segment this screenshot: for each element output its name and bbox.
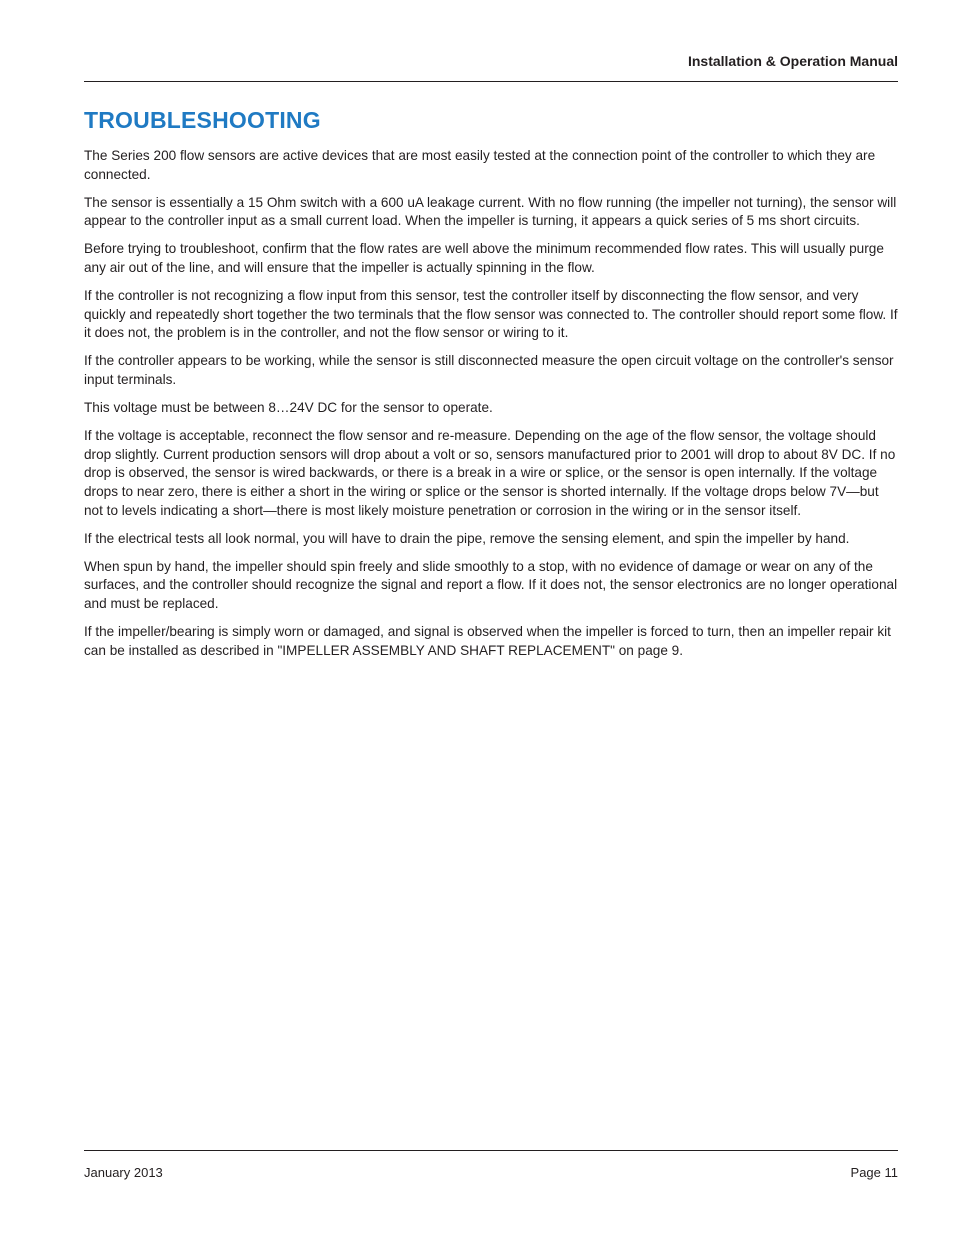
paragraph: If the impeller/bearing is simply worn or damaged, and signal is observed when the impeller is forced to turn, then an impeller repair kit can be installed as described in "IMPELLER ASSEMBLY AND SHAFT REPLACEMENT" on page 9. [84, 623, 891, 658]
section-title: TROUBLESHOOTING [84, 107, 321, 133]
paragraph: When spun by hand, the impeller should spin freely and slide smoothly to a stop, with no evidence of damage or wear on any of the surfaces, and the controller should recognize the signal and report a flow. If it does not, the sensor electronics are no longer operational and must be replaced. [84, 558, 898, 611]
footer-date: January 2013 [84, 1165, 163, 1180]
header-divider [84, 81, 898, 82]
manual-title: Installation & Operation Manual [687, 53, 898, 69]
paragraph: If the controller appears to be working, while the sensor is still disconnected measure the open circuit voltage on the controller's sensor input terminals. [84, 353, 894, 387]
paragraph: The Series 200 flow sensors are active devices that are most easily tested at the connection point of the controller to which they are connected. [84, 148, 876, 182]
paragraph: Before trying to troubleshoot, confirm that the flow rates are well above the minimum recommended flow rates. This will usually purge any air out of the line, and will ensure that the impeller is actually spinning in the flow. [84, 241, 884, 275]
page-number: Page 11 [850, 1165, 898, 1180]
paragraph: If the electrical tests all look normal, you will have to drain the pipe, remove the sensing element, and spin the impeller by hand. [84, 530, 850, 546]
paragraph: The sensor is essentially a 15 Ohm switch with a 600 uA leakage current. With no flow running (the impeller not turning), the sensor will appear to the controller input as a small current load. When the impeller is turning, it appears a quick series of 5 ms short circuits. [84, 194, 897, 229]
paragraph: If the controller is not recognizing a flow input from this sensor, test the controller itself by disconnecting the flow sensor, and very quickly and repeatedly short together the two terminals that the flow sensor was connected to. The controller should report some flow. If it does not, the problem is in the controller, and not the flow sensor or wiring to it. [84, 288, 898, 341]
troubleshooting-body [84, 147, 898, 670]
footer-divider [84, 1150, 898, 1151]
paragraph: If the voltage is acceptable, reconnect the flow sensor and re-measure. Depending on the age of the flow sensor, the voltage should drop slightly. Current production sensors will drop about a volt or so, sensors manufactured prior to 2001 will drop to about 8V DC. If no drop is observed, the sensor is wired backwards, or there is a break in a wire or splice, or the sensor is open internally. If the voltage drops to near zero, there is either a short in the wiring or splice or the sensor is shorted internally. If the voltage drops below 7V—but not to levels indicating a short—there is most likely moisture penetration or corrosion in the wiring or in the sensor itself. [84, 428, 896, 518]
paragraph: This voltage must be between 8…24V DC for the sensor to operate. [84, 400, 493, 416]
